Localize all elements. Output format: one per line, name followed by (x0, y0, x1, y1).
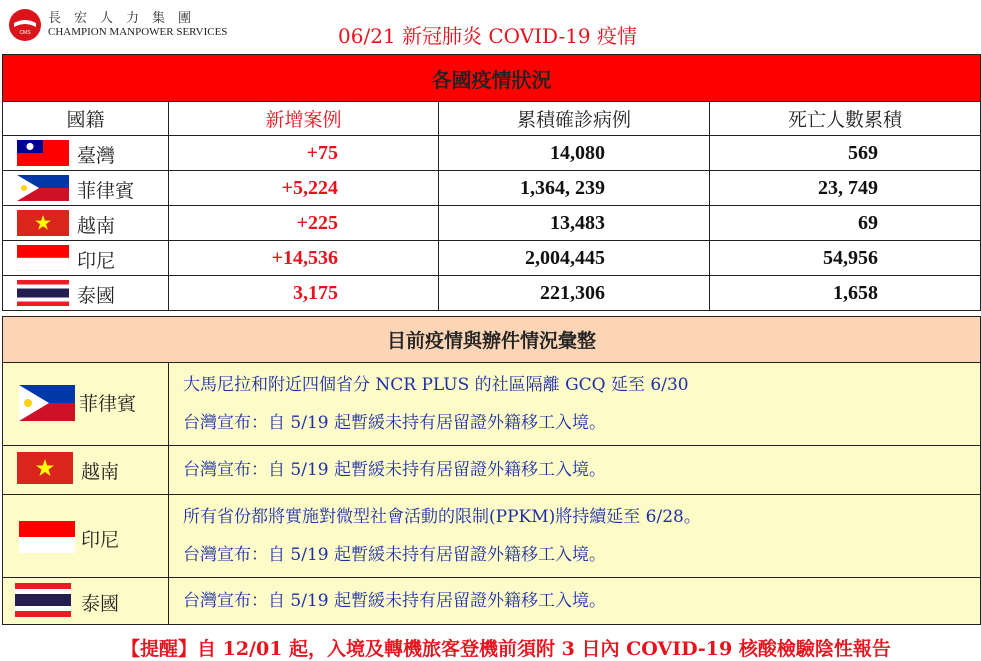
indonesia-flag-icon (17, 245, 69, 271)
vietnam-flag-icon (17, 210, 69, 236)
situation-notes (169, 495, 981, 578)
vietnam-flag-icon (17, 452, 73, 484)
page-title: 06/21 新冠肺炎 COVID-19 疫情 (338, 24, 638, 48)
new-cases-value: +225 (169, 206, 439, 241)
country-name: 印尼 (77, 250, 116, 272)
thailand-flag-icon (15, 583, 71, 617)
note-line: 台灣宣布：自 5/19 起暫緩未持有居留證外籍移工入境。 (183, 460, 606, 480)
note-line: 台灣宣布：自 5/19 起暫緩未持有居留證外籍移工入境。 (183, 545, 606, 565)
country-name: 印尼 (81, 529, 120, 551)
table-row (3, 171, 981, 206)
company-name-en: CHAMPION MANPOWER SERVICES (48, 26, 228, 38)
section-title-situation-summary: 目前疫情與辦件情況彙整 (3, 317, 981, 363)
table-row (3, 136, 981, 171)
svg-text:CMS: CMS (19, 30, 31, 36)
country-cell (3, 363, 169, 446)
list-item (3, 495, 981, 578)
philippines-flag-icon (19, 385, 75, 421)
list-item (3, 363, 981, 446)
country-cell (3, 206, 169, 241)
situation-notes (169, 446, 981, 495)
thailand-flag-icon (17, 280, 69, 306)
cumulative-cases-value: 13,483 (439, 206, 710, 241)
column-header-deaths: 死亡人數累積 (710, 102, 981, 136)
deaths-value: 54,956 (710, 241, 981, 276)
cumulative-cases-value: 1,364, 239 (439, 171, 710, 206)
deaths-value: 1,658 (710, 276, 981, 311)
country-cell (3, 446, 169, 495)
country-name: 臺灣 (77, 145, 116, 167)
situation-notes (169, 363, 981, 446)
new-cases-value: 3,175 (169, 276, 439, 311)
note-line: 所有省份都將實施對微型社會活動的限制(PPKM)將持續延至 6/28。 (183, 507, 701, 527)
table-row (3, 206, 981, 241)
deaths-value: 569 (710, 136, 981, 171)
country-cell (3, 136, 169, 171)
company-logo-icon (8, 8, 42, 42)
note-line: 大馬尼拉和附近四個省分 NCR PLUS 的社區隔離 GCQ 延至 6/30 (183, 375, 689, 395)
indonesia-flag-icon (19, 521, 75, 553)
new-cases-value: +75 (169, 136, 439, 171)
column-header-row (3, 102, 981, 136)
country-cell (3, 495, 169, 578)
note-line: 台灣宣布：自 5/19 起暫緩未持有居留證外籍移工入境。 (183, 413, 606, 433)
country-name: 越南 (81, 461, 120, 483)
country-name: 菲律賓 (77, 180, 135, 202)
footer-reminder: 【提醒】自 12/01 起，入境及轉機旅客登機前須附 3 日內 COVID-19 核酸檢驗陰性報告 (121, 638, 891, 660)
country-cell (3, 171, 169, 206)
cumulative-cases-value: 2,004,445 (439, 241, 710, 276)
page-header (0, 0, 981, 54)
new-cases-value: +14,536 (169, 241, 439, 276)
cumulative-cases-value: 14,080 (439, 136, 710, 171)
company-name-cn: 長宏人力集團 (48, 11, 205, 26)
column-header-nationality: 國籍 (3, 102, 169, 136)
country-name: 菲律賓 (79, 393, 137, 415)
section-title-country-status: 各國疫情狀況 (3, 55, 981, 102)
country-stats-table (2, 54, 981, 311)
cumulative-cases-value: 221,306 (439, 276, 710, 311)
country-cell (3, 578, 169, 625)
country-name: 泰國 (81, 593, 120, 615)
list-item (3, 578, 981, 625)
situation-notes (169, 578, 981, 625)
country-cell (3, 276, 169, 311)
deaths-value: 23, 749 (710, 171, 981, 206)
country-name: 越南 (77, 215, 116, 237)
deaths-value: 69 (710, 206, 981, 241)
new-cases-value: +5,224 (169, 171, 439, 206)
column-header-cumulative-cases: 累積確診病例 (439, 102, 710, 136)
table-row (3, 276, 981, 311)
country-cell (3, 241, 169, 276)
table-row (3, 241, 981, 276)
philippines-flag-icon (17, 175, 69, 201)
country-name: 泰國 (77, 285, 116, 307)
taiwan-flag-icon (17, 140, 69, 166)
column-header-new-cases: 新增案例 (169, 102, 439, 136)
list-item (3, 446, 981, 495)
note-line: 台灣宣布：自 5/19 起暫緩未持有居留證外籍移工入境。 (183, 591, 606, 611)
situation-summary-table (2, 316, 981, 625)
